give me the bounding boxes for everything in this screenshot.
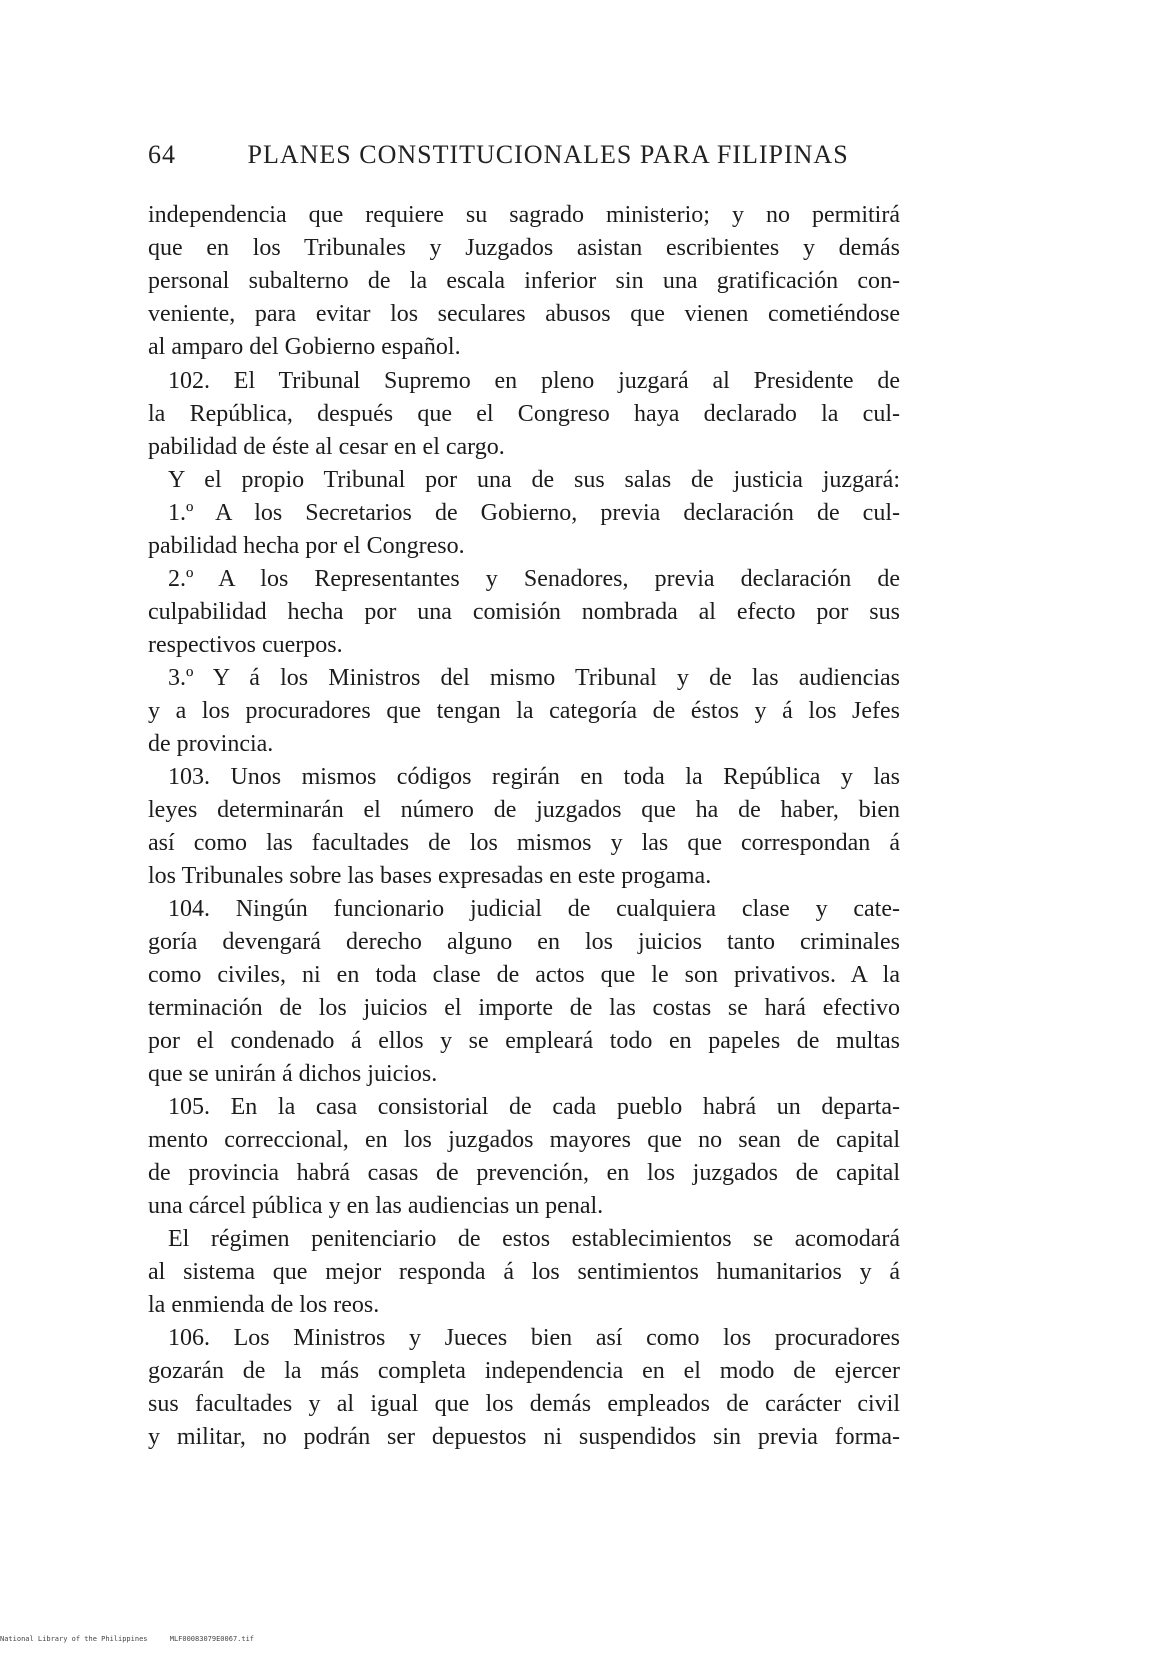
text-line: y militar, no podrán ser depuestos ni suspendidos sin previa forma- [148, 1424, 900, 1450]
page-number: 64 [148, 140, 176, 169]
text-line: independencia que requiere su sagrado ministerio; y no permitirá [148, 202, 900, 228]
running-title: PLANES CONSTITUCIONALES PARA FILIPINAS [247, 140, 849, 169]
text-line: y a los procuradores que tengan la categoría de éstos y á los Jefes [148, 698, 900, 724]
text-line: leyes determinarán el número de juzgados que ha de haber, bien [148, 797, 900, 823]
text-line: que en los Tribunales y Juzgados asistan escribientes y demás [148, 235, 900, 261]
text-line: goría devengará derecho alguno en los juicios tanto criminales [148, 929, 900, 955]
text-line: Y el propio Tribunal por una de sus salas de justicia juzgará: [168, 467, 900, 493]
text-line: 102. El Tribunal Supremo en pleno juzgará al Presidente de [168, 368, 900, 394]
text-line: sus facultades y al igual que los demás empleados de carácter civil [148, 1391, 900, 1417]
text-line: así como las facultades de los mismos y las que correspondan á [148, 830, 900, 856]
text-line: veniente, para evitar los seculares abusos que vienen cometiéndose [148, 301, 900, 327]
text-line: que se unirán á dichos juicios. [148, 1061, 438, 1087]
text-line: terminación de los juicios el importe de las costas se hará efectivo [148, 995, 900, 1021]
text-line: una cárcel pública y en las audiencias un penal. [148, 1193, 604, 1219]
text-line: al sistema que mejor responda á los sentimientos humanitarios y á [148, 1259, 900, 1285]
footer-library: National Library of the Philippines [0, 1635, 148, 1643]
text-line: 2.º A los Representantes y Senadores, previa declaración de [168, 566, 900, 592]
text-line: de provincia habrá casas de prevención, en los juzgados de capital [148, 1160, 900, 1186]
text-line: El régimen penitenciario de estos establecimientos se acomodará [168, 1226, 900, 1252]
text-line: de provincia. [148, 731, 274, 757]
text-line: 3.º Y á los Ministros del mismo Tribunal y de las audiencias [168, 665, 900, 691]
text-line: pabilidad de éste al cesar en el cargo. [148, 434, 505, 460]
text-line: 1.º A los Secretarios de Gobierno, previa declaración de cul- [168, 500, 900, 526]
text-line: los Tribunales sobre las bases expresadas en este progama. [148, 863, 712, 889]
text-line: la enmienda de los reos. [148, 1292, 380, 1318]
text-line: 103. Unos mismos códigos regirán en toda la República y las [168, 764, 900, 790]
text-line: la República, después que el Congreso haya declarado la cul- [148, 401, 900, 427]
text-line: 106. Los Ministros y Jueces bien así como los procuradores [168, 1325, 900, 1351]
text-line: 104. Ningún funcionario judicial de cualquiera clase y cate- [168, 896, 900, 922]
text-line: personal subalterno de la escala inferior sin una gratificación con- [148, 268, 900, 294]
running-head [148, 140, 908, 170]
text-line: como civiles, ni en toda clase de actos que le son privativos. A la [148, 962, 900, 988]
text-line: gozarán de la más completa independencia en el modo de ejercer [148, 1358, 900, 1384]
text-line: mento correccional, en los juzgados mayores que no sean de capital [148, 1127, 900, 1153]
text-line: culpabilidad hecha por una comisión nombrada al efecto por sus [148, 599, 900, 625]
footer-code: MLF00083079E0067.tif [169, 1635, 255, 1643]
text-line: por el condenado á ellos y se empleará todo en papeles de multas [148, 1028, 900, 1054]
text-line: 105. En la casa consistorial de cada pueblo habrá un departa- [168, 1094, 900, 1120]
scan-footer [0, 1635, 420, 1643]
text-line: pabilidad hecha por el Congreso. [148, 533, 465, 559]
text-line: respectivos cuerpos. [148, 632, 343, 658]
text-line: al amparo del Gobierno español. [148, 334, 461, 360]
